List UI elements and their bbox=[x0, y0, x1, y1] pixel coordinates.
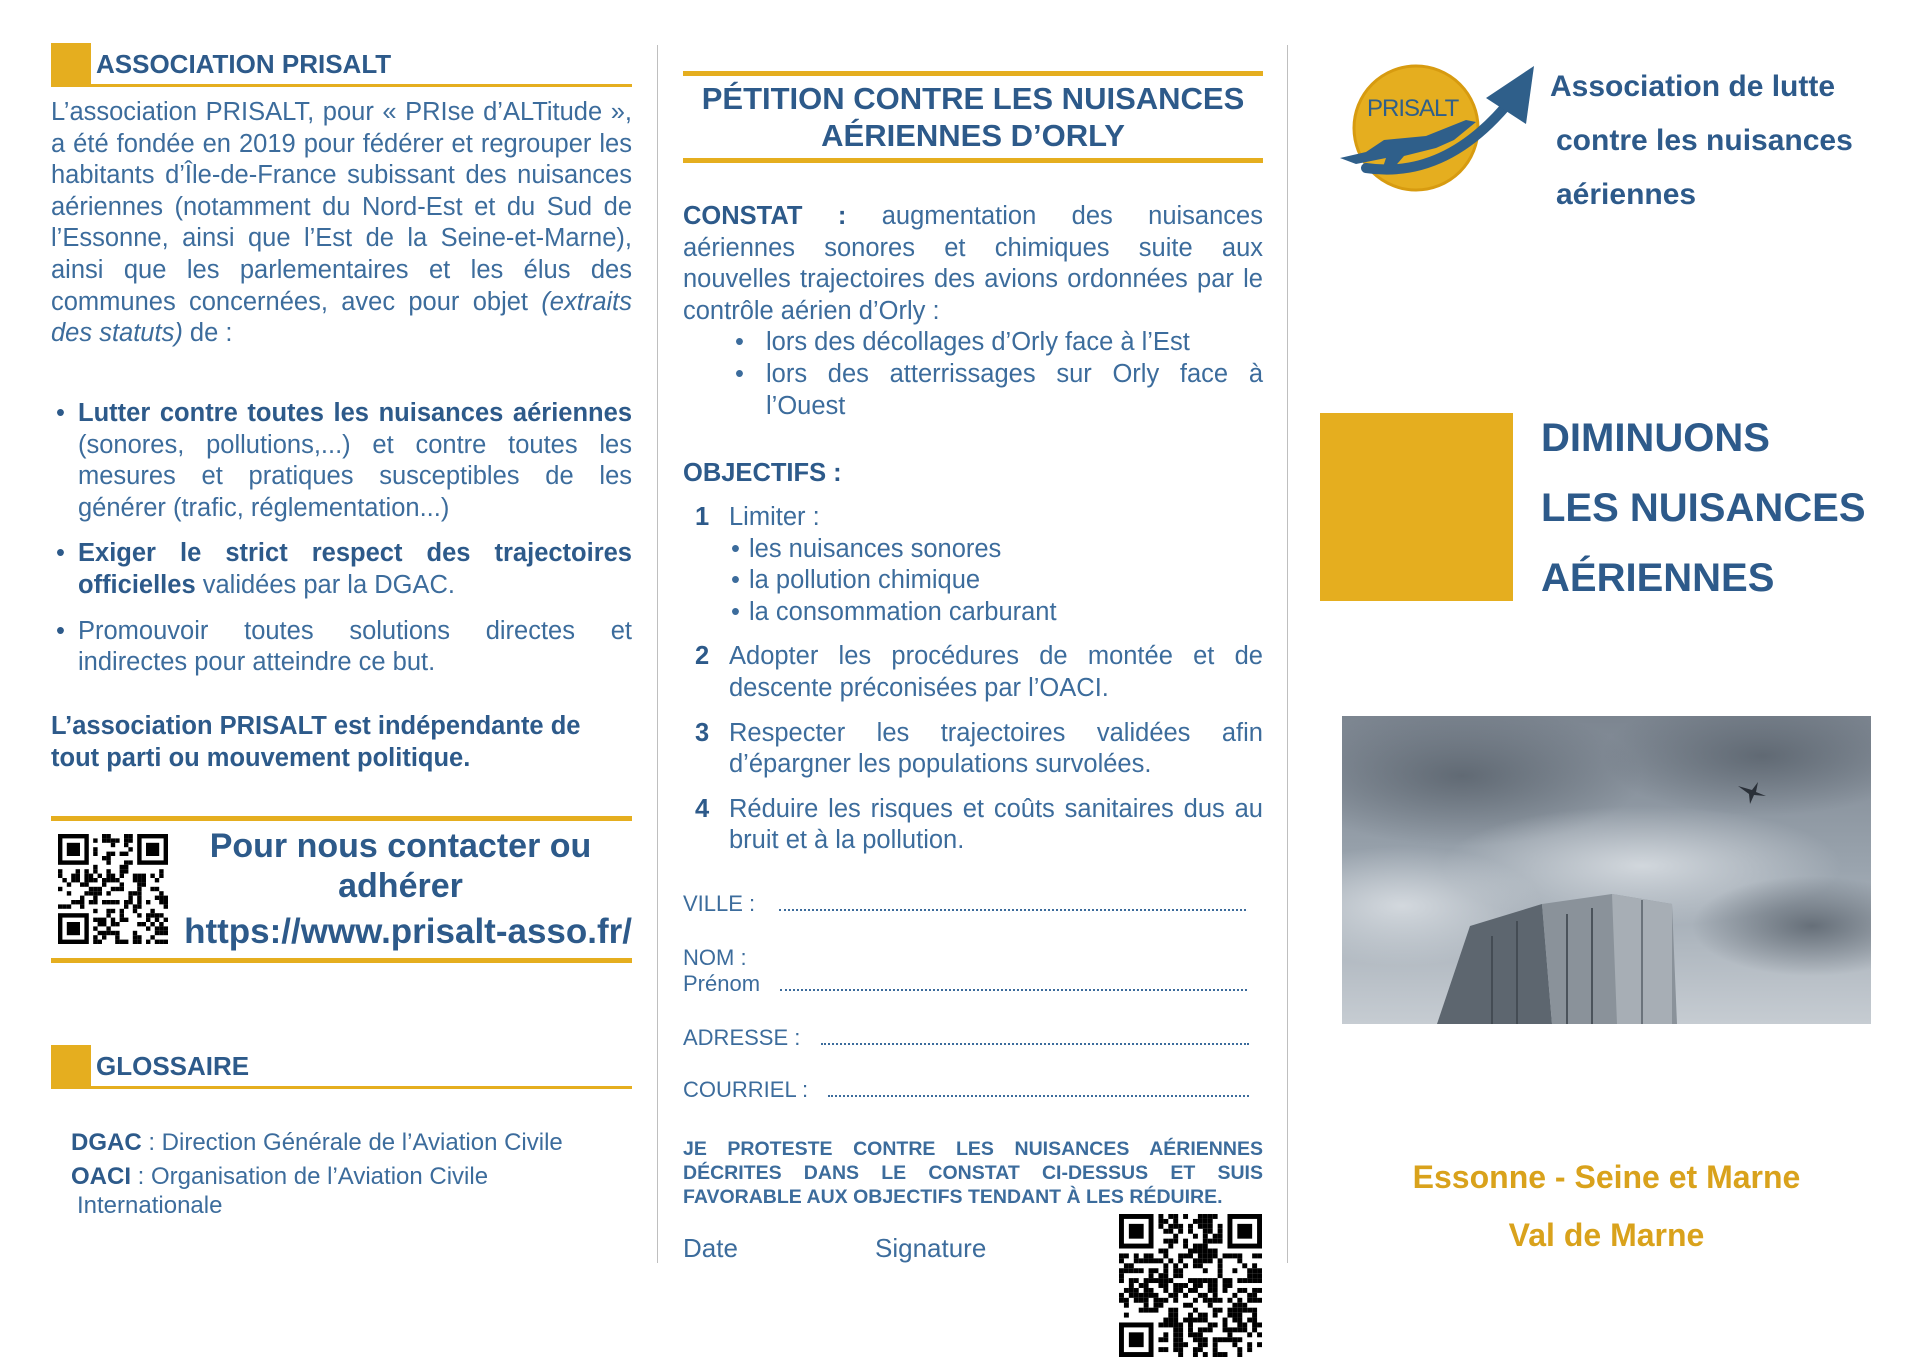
constat-paragraph bbox=[683, 201, 1263, 327]
petition-title-line2: AÉRIENNES D’ORLY bbox=[821, 118, 1125, 153]
qr-code-petition[interactable] bbox=[1118, 1214, 1263, 1357]
contact-heading-line1: Pour nous contacter ou bbox=[209, 827, 592, 865]
form-row-courriel bbox=[683, 1077, 1249, 1103]
intro-paragraph bbox=[51, 97, 632, 350]
title-bottom-rule bbox=[683, 158, 1263, 163]
glossary-definition: : Organisation de l’Aviation Civile Internationale bbox=[77, 1163, 489, 1219]
sky-photo bbox=[1342, 716, 1871, 1024]
glossary-entry bbox=[71, 1162, 577, 1220]
headline-accent-block bbox=[1320, 413, 1513, 601]
objective-item bbox=[683, 718, 1263, 781]
courriel-field[interactable] bbox=[828, 1081, 1249, 1097]
objective-text: Limiter : bbox=[729, 503, 820, 531]
objective-text: Réduire les risques et coûts sanitaires dus au bruit et à la pollution. bbox=[729, 794, 1263, 855]
form-row-ville bbox=[683, 891, 1246, 917]
glossary-entry bbox=[71, 1128, 631, 1157]
website-link[interactable]: https://www.prisalt-asso.fr/ bbox=[184, 912, 632, 951]
region-label bbox=[1342, 1148, 1871, 1264]
glossary-term: OACI bbox=[71, 1163, 131, 1190]
region-line1: Essonne - Seine et Marne bbox=[1412, 1159, 1801, 1195]
objective-subitem: • la consommation carburant bbox=[729, 597, 1263, 629]
tagline bbox=[1550, 60, 1853, 222]
constat-bullet: • lors des décollages d’Orly face à l’Est bbox=[683, 327, 1263, 359]
ville-label: VILLE : bbox=[683, 891, 756, 916]
cover-panel bbox=[1290, 0, 1920, 1357]
headline-line3: AÉRIENNES bbox=[1541, 556, 1775, 600]
qr-code-contact[interactable] bbox=[57, 834, 169, 944]
objective-number: 1 bbox=[695, 503, 710, 531]
constat-block bbox=[683, 201, 1263, 422]
ville-field[interactable] bbox=[779, 895, 1246, 911]
objective-number: 3 bbox=[695, 718, 710, 747]
objective-item bbox=[683, 641, 1263, 704]
mission-item bbox=[51, 398, 632, 524]
headline bbox=[1541, 403, 1866, 613]
left-panel bbox=[51, 0, 632, 1357]
contact-heading-line2: adhérer bbox=[338, 867, 463, 905]
nom-prenom-field[interactable] bbox=[780, 975, 1247, 991]
form-row-prenom bbox=[683, 971, 1247, 997]
date-label: Date bbox=[683, 1233, 738, 1263]
nom-label: NOM : bbox=[683, 945, 747, 970]
mission-text: Promouvoir toutes solutions directes et indirectes pour atteindre ce but. bbox=[78, 616, 632, 677]
title-top-rule bbox=[683, 71, 1263, 76]
column-divider-right bbox=[1287, 45, 1288, 1263]
mission-text: validées par la DGAC. bbox=[195, 570, 455, 599]
mission-bold: Lutter contre toutes les nuisances aériennes bbox=[78, 399, 632, 427]
objective-subitem: • la pollution chimique bbox=[729, 565, 1263, 597]
intro-italic: (extraits des statuts) bbox=[51, 287, 632, 348]
section-header-glossary bbox=[51, 1045, 632, 1089]
objective-item bbox=[683, 794, 1263, 857]
section-title: GLOSSAIRE bbox=[96, 1051, 250, 1081]
contact-block bbox=[169, 826, 632, 906]
objective-number: 4 bbox=[695, 794, 710, 823]
intro-end: de : bbox=[189, 319, 233, 348]
yellow-square-marker bbox=[51, 43, 91, 87]
logo-graphic bbox=[1326, 60, 1566, 200]
mission-bold: Exiger le strict respect des trajectoires officielles bbox=[78, 539, 632, 599]
logo-wordmark: PRISALT bbox=[1367, 95, 1459, 122]
contact-top-rule bbox=[51, 816, 632, 821]
glossary-definition: : Direction Générale de l’Aviation Civile bbox=[141, 1129, 563, 1156]
petition-title bbox=[683, 80, 1263, 154]
sky-photo-graphic bbox=[1342, 716, 1871, 1024]
independence-statement: L’association PRISALT est indépendante de tout parti ou mouvement politique. bbox=[51, 712, 581, 772]
headline-line2: LES NUISANCES bbox=[1541, 486, 1866, 530]
glossary-term: DGAC bbox=[71, 1129, 142, 1156]
mission-item bbox=[51, 616, 632, 679]
prisalt-logo bbox=[1326, 60, 1566, 200]
glossary-list bbox=[71, 1128, 631, 1220]
objective-sublist bbox=[729, 534, 1263, 629]
petition-panel bbox=[683, 0, 1263, 1357]
objectifs-label: OBJECTIFS : bbox=[683, 459, 842, 487]
adresse-field[interactable] bbox=[821, 1029, 1249, 1045]
constat-text: augmentation des nuisances aériennes sonores et chimiques suite aux nouvelles trajectoires des avions ordonnées par le contrôle aérien d’Orly : bbox=[683, 202, 1263, 325]
tagline-line2: contre les nuisances bbox=[1556, 124, 1853, 157]
tagline-line3: aériennes bbox=[1556, 178, 1697, 211]
petition-title-line1: PÉTITION CONTRE LES NUISANCES bbox=[701, 81, 1245, 116]
qr-code-graphic bbox=[57, 834, 169, 944]
tagline-line1: Association de lutte bbox=[1550, 70, 1836, 103]
section-header-association bbox=[51, 43, 632, 87]
mission-list bbox=[51, 398, 632, 693]
qr-code-graphic bbox=[1118, 1214, 1263, 1357]
courriel-label: COURRIEL : bbox=[683, 1077, 809, 1102]
constat-label: CONSTAT : bbox=[683, 202, 847, 230]
column-divider-left bbox=[657, 45, 658, 1263]
objective-text: Respecter les trajectoires validées afin d’épargner les populations survolées. bbox=[729, 718, 1263, 779]
objective-item bbox=[683, 502, 1263, 628]
prenom-label: Prénom bbox=[683, 971, 761, 996]
adresse-label: ADRESSE : bbox=[683, 1025, 801, 1050]
form-row-nom bbox=[683, 945, 747, 971]
objective-number: 2 bbox=[695, 642, 710, 671]
underline bbox=[91, 1086, 632, 1089]
objective-subitem: • les nuisances sonores bbox=[729, 534, 1263, 566]
yellow-square-marker bbox=[51, 1045, 91, 1089]
constat-bullets bbox=[683, 327, 1263, 422]
signature-label: Signature bbox=[875, 1233, 987, 1263]
underline bbox=[91, 84, 632, 87]
mission-text: (sonores, pollutions,...) et contre toutes les mesures et pratiques susceptibles de les générer (trafic, réglementation...) bbox=[78, 430, 632, 522]
protest-statement: JE PROTESTE CONTRE LES NUISANCES AÉRIENNES DÉCRITES DANS LE CONSTAT CI-DESSUS ET SUIS FAVORABLE AUX OBJECTIFS TENDANT À LES RÉDUIRE. bbox=[683, 1138, 1263, 1208]
intro-text: L’association PRISALT, pour « PRIse d’ALTitude », a été fondée en 2019 pour fédérer et regrouper les habitants d’Île-de-France subissant des nuisances aériennes (notamment du Nord-Est et du Sud de l’Essonne, ainsi que l’Est de la Seine-et-Marne), ainsi que les parlementaires et les élus des communes concernées, avec pour objet bbox=[51, 98, 632, 316]
form-row-adresse bbox=[683, 1025, 1249, 1051]
contact-bottom-rule bbox=[51, 958, 632, 963]
mission-item bbox=[51, 538, 632, 601]
objectives-list bbox=[683, 502, 1263, 870]
region-line2: Val de Marne bbox=[1508, 1217, 1705, 1253]
headline-line1: DIMINUONS bbox=[1541, 416, 1770, 460]
objective-text: Adopter les procédures de montée et de descente préconisées par l’OACI. bbox=[729, 642, 1263, 702]
section-title: ASSOCIATION PRISALT bbox=[96, 49, 392, 79]
constat-bullet: • lors des atterrissages sur Orly face à l’Ouest bbox=[683, 359, 1263, 422]
